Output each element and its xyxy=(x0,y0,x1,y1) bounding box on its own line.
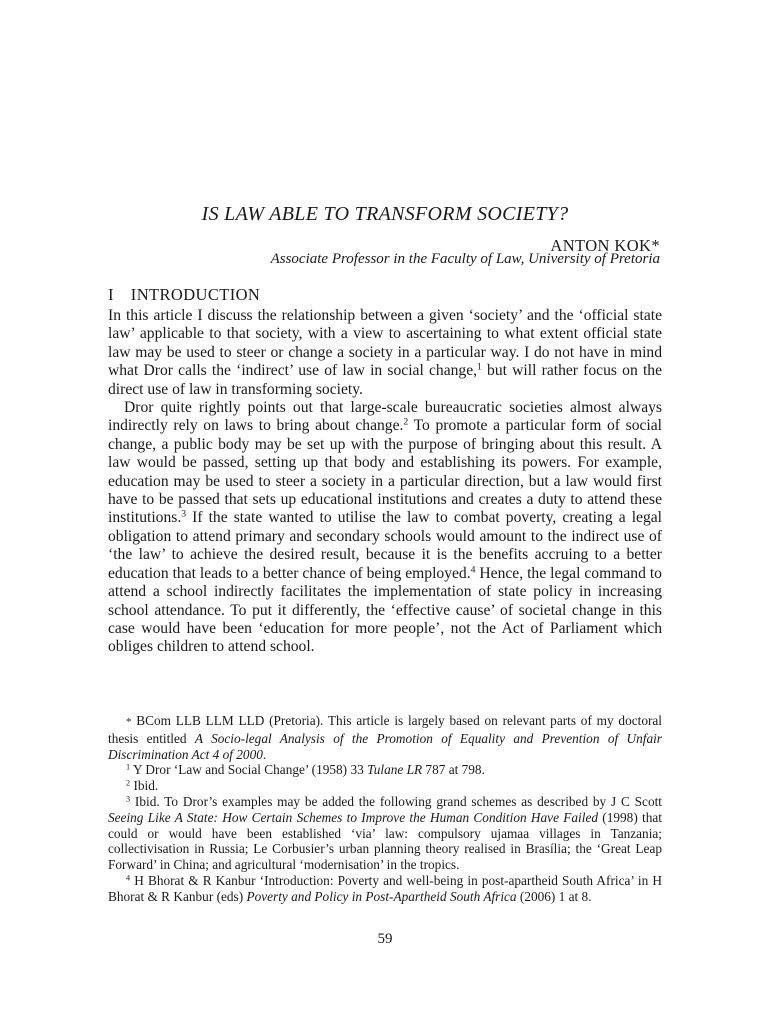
footnote-reference: 2 xyxy=(403,417,409,429)
page-number: 59 xyxy=(377,931,393,947)
footnote-reference: 1 xyxy=(126,762,131,772)
footnote-reference: 3 xyxy=(181,509,187,521)
text-segment: Ibid. To Dror’s examples may be added the following grand schemes as described by J C Scott xyxy=(130,793,662,809)
text-segment: but will rather focus on the direct use of law in transforming society. xyxy=(108,362,662,398)
footnote xyxy=(108,762,662,778)
italic-citation: A Socio-legal Analysis of the Promotion of Equality and Prevention of Unfair Discrimination Act 4 of 2000 xyxy=(108,730,662,762)
text-segment: Y Dror ‘Law and Social Change’ (1958) 33 xyxy=(130,762,368,778)
footnote-reference: 4 xyxy=(470,564,476,576)
italic-citation: Seeing Like A State: How Certain Schemes to Improve the Human Condition Have Failed xyxy=(108,809,598,825)
footnote-marker: * xyxy=(126,716,132,728)
text-segment: . xyxy=(262,746,267,762)
article-title: IS LAW ABLE TO TRANSFORM SOCIETY? xyxy=(201,203,569,225)
section-heading: I INTRODUCTION xyxy=(108,285,261,304)
text-segment: 787 at 798. xyxy=(422,762,485,778)
text-segment: (1998) that could or would have been established ‘via’ law: compulsory ujamaa villages in Tanzania; collectivisation in Russia; Le Corbusier’s urban planning theory realised in Brasília; the ‘Great Leap Forward’ in China; and agricultural ‘modernisation’ in the tropics. xyxy=(108,809,662,873)
footnote xyxy=(108,873,662,905)
footnote xyxy=(108,713,662,762)
footnote-reference: 4 xyxy=(126,873,131,883)
text-segment: To promote a particular form of social change, a public body may be set up with the purpose of bringing about this result. A law would be passed, setting up that body and establishing its powers. For example, education may be used to steer a society in a particular direction, but a law would first have to be passed that sets up educational institutions and creates a duty to attend these institutions. xyxy=(108,417,662,527)
text-segment: H Bhorat & R Kanbur ‘Introduction: Poverty and well-being in post-apartheid South Africa’ in H Bhorat & R Kanbur (eds) xyxy=(108,872,662,904)
footnote xyxy=(108,778,662,794)
text-segment: In this article I discuss the relationship between a given ‘society’ and the ‘official state law’ applicable to that society, with a view to ascertaining to what extent official state law may be used to steer or change a society in a particular way. I do not have in mind what Dror calls the ‘indirect’ use of law in social change, xyxy=(108,307,662,380)
footnote xyxy=(108,794,662,873)
text-segment: BCom LLB LLM LLD (Pretoria). This article is largely based on relevant parts of my doctoral thesis entitled xyxy=(108,713,662,746)
text-segment: If the state wanted to utilise the law to combat poverty, creating a legal obligation to attend primary and secondary schools would amount to the indirect use of ‘the law’ to achieve the desired result, because it is the benefits accruing to a better education that leads to a better chance of being employed. xyxy=(108,509,662,582)
text-segment: Ibid. xyxy=(130,778,159,794)
footnotes xyxy=(108,713,662,905)
text-segment: (2006) 1 at 8. xyxy=(516,888,592,904)
body-paragraph xyxy=(108,307,662,399)
text-segment: Dror quite rightly points out that large-scale bureaucratic societies almost always indirectly rely on laws to bring about change. xyxy=(108,399,662,435)
author-affiliation: Associate Professor in the Faculty of Law, University of Pretoria xyxy=(270,251,660,267)
footnote-reference: 1 xyxy=(477,361,482,373)
footnote-reference: 2 xyxy=(126,778,131,788)
body-text xyxy=(108,307,662,657)
body-paragraph xyxy=(108,399,662,657)
footnote-reference: 3 xyxy=(126,794,131,804)
italic-citation: Tulane LR xyxy=(367,762,423,778)
text-segment: Hence, the legal command to attend a school indirectly facilitates the implementation of state policy in increasing school attendance. To put it differently, the ‘effective cause’ of societal change in this case would have been ‘education for more people’, not the Act of Parliament which obliges children to attend school. xyxy=(108,564,662,656)
italic-citation: Poverty and Policy in Post-Apartheid South Africa xyxy=(246,888,517,904)
author-name: ANTON KOK* xyxy=(550,236,660,255)
